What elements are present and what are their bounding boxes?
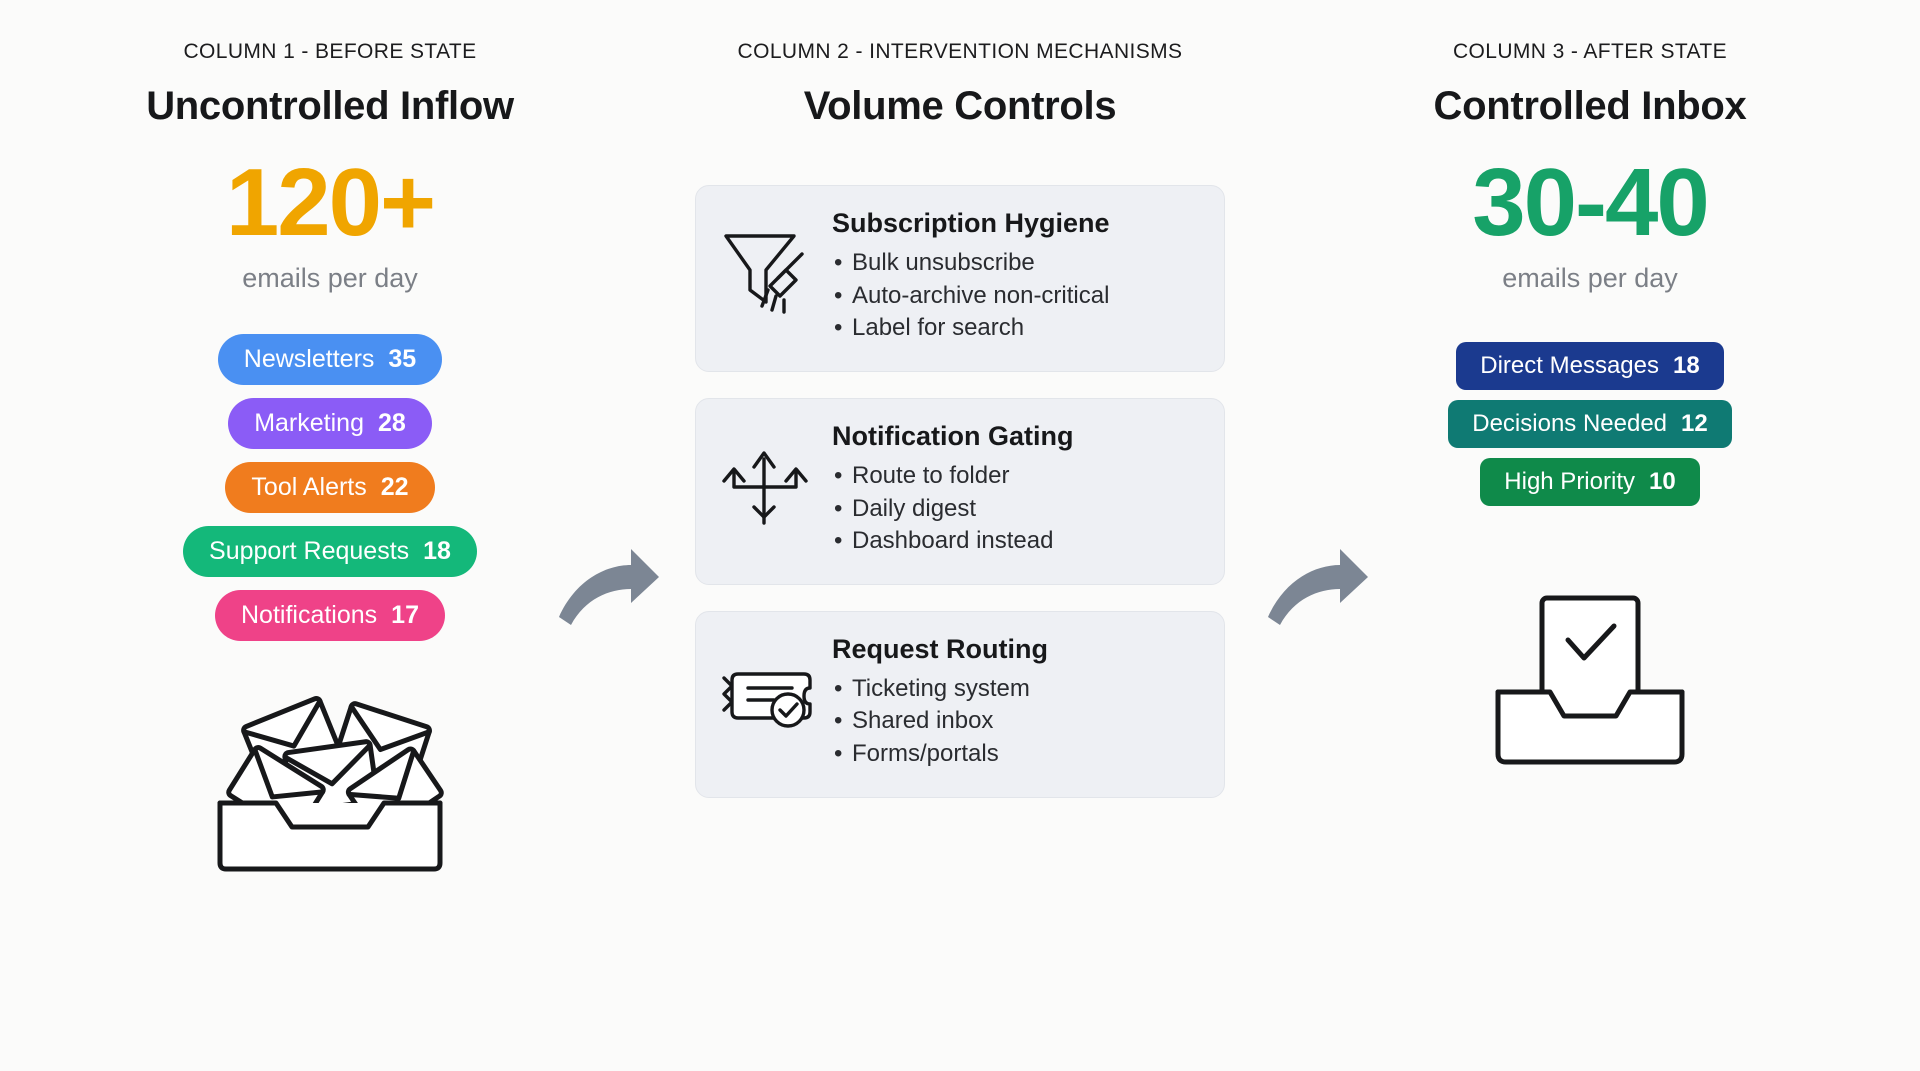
mechanism-card-list xyxy=(695,185,1225,798)
column-after-state xyxy=(1290,40,1890,777)
category-value: 22 xyxy=(380,473,409,501)
card-body xyxy=(832,634,1198,771)
before-stat-caption: emails per day xyxy=(242,263,418,293)
mechanism-card-subscription-hygiene xyxy=(695,185,1225,372)
column-before-state xyxy=(30,40,630,876)
category-label: Notifications xyxy=(241,601,378,629)
column-intervention-mechanisms xyxy=(660,40,1260,798)
ticket-check-icon xyxy=(718,648,814,744)
column-2-eyebrow: COLUMN 2 - INTERVENTION MECHANISMS xyxy=(737,40,1183,63)
list-item: • Auto-archive non-critical xyxy=(832,280,1198,313)
after-stat-value: 30-40 xyxy=(1472,149,1708,256)
category-value: 28 xyxy=(377,409,406,437)
card-title: Subscription Hygiene xyxy=(832,208,1110,238)
column-1-title: Uncontrolled Inflow xyxy=(146,84,514,128)
category-value: 17 xyxy=(391,601,419,629)
mechanism-card-notification-gating xyxy=(695,398,1225,585)
list-item: • Ticketing system xyxy=(832,673,1198,706)
category-label: Support Requests xyxy=(209,537,410,565)
list-item: • Shared inbox xyxy=(832,705,1198,738)
list-item xyxy=(228,398,432,449)
card-bullet-list xyxy=(832,247,1198,345)
list-item: • Dashboard instead xyxy=(832,525,1198,558)
category-value: 18 xyxy=(423,537,451,565)
category-label: High Priority xyxy=(1504,468,1635,495)
list-item xyxy=(218,334,442,385)
flow-arrow-1 xyxy=(553,545,663,635)
list-item: • Route to folder xyxy=(832,460,1198,493)
overflowing-mailbox-icon xyxy=(30,681,630,876)
list-item: • Bulk unsubscribe xyxy=(832,247,1198,280)
category-value: 10 xyxy=(1648,468,1676,495)
category-value: 18 xyxy=(1673,352,1700,379)
column-2-title: Volume Controls xyxy=(803,84,1117,128)
list-item: • Daily digest xyxy=(832,493,1198,526)
flow-arrow-2 xyxy=(1262,545,1372,635)
category-value: 35 xyxy=(388,345,417,373)
category-label: Tool Alerts xyxy=(251,473,367,501)
after-category-list xyxy=(1448,342,1731,506)
category-label: Decisions Needed xyxy=(1472,410,1668,437)
card-body xyxy=(832,421,1198,558)
list-item xyxy=(1480,458,1699,506)
card-body xyxy=(832,208,1198,345)
before-category-list xyxy=(183,334,477,641)
list-item xyxy=(1448,400,1731,448)
card-title: Notification Gating xyxy=(832,420,1074,451)
list-item xyxy=(1456,342,1723,390)
column-3-eyebrow: COLUMN 3 - AFTER STATE xyxy=(1452,40,1728,63)
list-item xyxy=(183,526,477,577)
funnel-broom-icon xyxy=(718,222,814,318)
mechanism-card-request-routing xyxy=(695,611,1225,798)
column-1-eyebrow: COLUMN 1 - BEFORE STATE xyxy=(183,40,477,63)
after-stat-caption: emails per day xyxy=(1502,263,1678,293)
card-bullet-list xyxy=(832,460,1198,558)
list-item: • Label for search xyxy=(832,312,1198,345)
list-item xyxy=(215,590,445,641)
list-item: • Forms/portals xyxy=(832,738,1198,771)
before-stat-value: 120+ xyxy=(225,149,435,256)
category-value: 12 xyxy=(1681,410,1708,437)
category-label: Direct Messages xyxy=(1480,352,1659,379)
organized-inbox-check-icon xyxy=(1290,582,1890,777)
category-label: Newsletters xyxy=(243,345,375,373)
branching-arrows-icon xyxy=(718,435,814,531)
card-bullet-list xyxy=(832,673,1198,771)
category-label: Marketing xyxy=(254,409,364,437)
list-item xyxy=(225,462,434,513)
column-3-title: Controlled Inbox xyxy=(1433,84,1747,128)
card-title: Request Routing xyxy=(832,633,1048,664)
